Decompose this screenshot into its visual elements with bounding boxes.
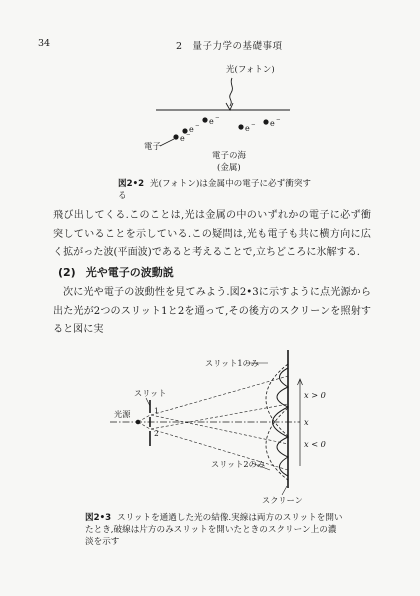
slit1-intensity-curve xyxy=(266,364,288,436)
electron-dot-icon xyxy=(202,117,207,122)
section-title: 光や電子の波動説 xyxy=(85,266,174,279)
slit-2-label: 2 xyxy=(154,429,159,438)
electron-dot-icon xyxy=(263,119,268,124)
slit-label: スリット xyxy=(134,388,167,398)
caption-text: スリットを通過した光の結像.実線は両方のスリットを開いたとき,破線は片方のみスリットを開いたときのスクリーン上の濃淡を示す xyxy=(85,513,343,547)
x-zero-label: x xyxy=(304,417,309,427)
electron-symbol: e xyxy=(209,117,214,126)
screen-leader-line xyxy=(282,486,287,495)
electron-2 xyxy=(202,115,220,126)
sea-label-2: (金属) xyxy=(217,163,241,173)
photon-arrow-icon xyxy=(226,103,233,110)
figure-2-3-caption xyxy=(85,512,345,548)
electron-charge: − xyxy=(195,123,200,129)
electron-dot-icon xyxy=(238,124,243,129)
photon-label: 光(フォトン) xyxy=(226,65,275,75)
electron-4 xyxy=(263,117,281,128)
electron-symbol: e xyxy=(270,119,275,128)
x-positive-label: x > 0 xyxy=(304,390,326,400)
caption-number: 図2•3 xyxy=(85,513,112,523)
figure-2-2 xyxy=(144,64,290,173)
page-number: 34 xyxy=(38,38,51,49)
electron-symbol: e xyxy=(245,124,250,133)
section-number: (2) xyxy=(58,266,76,279)
figure-2-3 xyxy=(110,350,326,505)
sea-label-1: 電子の海 xyxy=(212,151,247,161)
electron-charge: − xyxy=(251,122,256,128)
paragraph-1: 飛び出してくる.このことは,光は金属の中のいずれかの電子に必ず衝突していることを示している.この疑問は,光も電子も共に横方向に広く拡がった波(平面波)であると考えることで,立ちどころに氷解する. xyxy=(53,210,371,258)
electron-leader-line xyxy=(160,139,174,146)
electron-3 xyxy=(238,122,256,133)
figure-2-2-caption xyxy=(118,178,318,202)
source-label: 光源 xyxy=(114,409,131,419)
electron-charge: − xyxy=(215,115,220,121)
x-negative-label: x < 0 xyxy=(304,439,326,449)
running-head: 2 量子力学の基礎事項 xyxy=(176,41,283,52)
electron-label: 電子 xyxy=(144,142,162,152)
caption-text: 光(フォトン)は金属中の電子に必ず衝突する xyxy=(118,179,312,201)
photon-wave-icon xyxy=(230,78,233,106)
caption-number: 図2•2 xyxy=(118,179,145,189)
section-heading xyxy=(58,264,174,280)
slit-1-label: 1 xyxy=(154,406,159,415)
electron-symbol: e xyxy=(180,134,185,143)
slit2-only-label: スリット2のみ xyxy=(211,459,266,469)
electron-5 xyxy=(173,132,191,143)
electron-charge: − xyxy=(276,117,281,123)
slit1-only-label: スリット1のみ xyxy=(205,358,260,368)
electron-dot-icon xyxy=(173,134,178,139)
slit2-intensity-curve xyxy=(266,408,288,480)
paragraph-2: 次に光や電子の波動性を見てみよう.図2•3に示すように点光源から出た光が2つのスリット1と2を通って,その後方のスクリーンを照射すると図に実 xyxy=(53,287,371,335)
electron-charge: − xyxy=(186,132,191,138)
electron-symbol: e xyxy=(189,125,194,134)
screen-label: スクリーン xyxy=(262,495,303,505)
